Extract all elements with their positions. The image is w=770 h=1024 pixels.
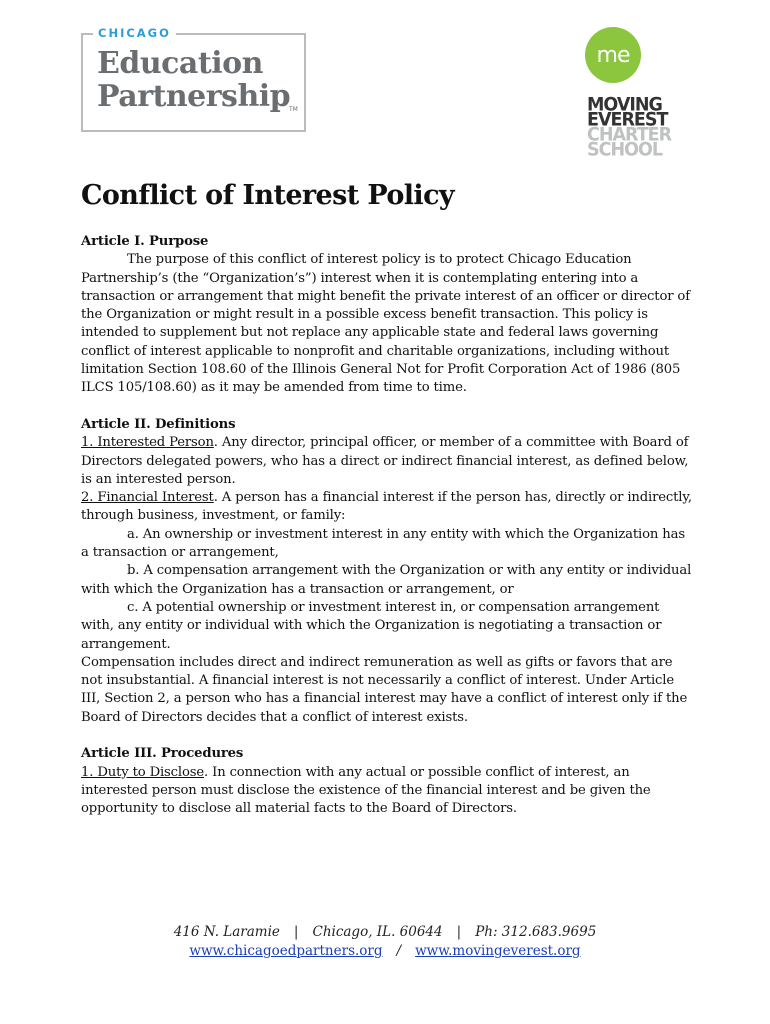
logo-moving-text: MOVING	[587, 94, 662, 116]
logo-school-text: SCHOOL	[587, 139, 662, 161]
moving-everest-logo	[584, 27, 684, 167]
logo-education-text: Education	[97, 46, 263, 81]
article-1-paragraph: The purpose of this conflict of interest policy is to protect Chicago Education Partnership’s (the “Organization’s”) interest when it is contemplating entering into a transaction or arrangement that might benefit the private interest of an officer or director of the Organization or might result in a possible excess benefit transaction. This policy is intended to supplement but not replace any applicable state and federal laws governing conflict of interest applicable to nonprofit and charitable organizations, including without limitation Section 108.60 of the Illinois General Not for Profit Corporation Act of 1986 (805 ILCS 105/108.60) as it may be amended from time to time.	[81, 252, 690, 396]
compensation-paragraph: Compensation includes direct and indirect remuneration as well as gifts or favors that are not insubstantial. A financial interest is not necessarily a conflict of interest. Under Article III, Section 2, a person who has a financial interest may have a conflict of interest only if the Board of Directors decides that a conflict of interest exists.	[81, 654, 688, 725]
definition-text: . A person has a financial interest if the person has, directly or indirectly, through business, investment, or family:	[81, 490, 692, 524]
list-item-a: a. An ownership or investment interest in any entity with which the Organization has a transaction or arrangement,	[81, 526, 685, 561]
footer-divider: |	[293, 924, 299, 940]
logo-chicago-text: CHICAGO	[93, 26, 176, 40]
definition-label: 1. Interested Person	[81, 435, 214, 451]
footer-phone: Ph: 312.683.9695	[475, 924, 597, 940]
logo-trademark: TM	[289, 106, 298, 113]
footer-city: Chicago, IL. 60644	[312, 924, 443, 940]
footer-divider: |	[456, 924, 462, 940]
chicago-education-partnership-logo	[81, 26, 305, 130]
procedure-label: 1. Duty to Disclose	[81, 764, 205, 780]
article-2-heading: Article II. Definitions	[81, 416, 236, 432]
footer-street: 416 N. Laramie	[173, 924, 280, 940]
logo-everest-text: EVEREST	[587, 109, 668, 131]
list-item-c: c. A potential ownership or investment interest in, or compensation arrangement with, any entity or individual with which the Organization is negotiating a transaction or arrangement.	[81, 599, 662, 652]
definition-text: . Any director, principal officer, or member of a committee with Board of Directors delegated powers, who has a direct or indirect financial interest, as defined below, is an interested person.	[81, 435, 689, 487]
article-3-heading: Article III. Procedures	[81, 746, 244, 762]
movingeverest-link[interactable]: www.movingeverest.org	[415, 943, 581, 959]
footer-slash: /	[396, 943, 402, 959]
document-title: Conflict of Interest Policy	[81, 180, 455, 211]
me-circle-icon: me	[585, 27, 641, 83]
definition-label: 2. Financial Interest	[81, 490, 214, 506]
definition-financial-interest	[81, 489, 693, 526]
footer-links-line	[0, 943, 770, 959]
procedure-text: . In connection with any actual or possible conflict of interest, an interested person must disclose the existence of the financial interest and be given the opportunity to disclose all material facts to the Board of Directors.	[81, 764, 651, 817]
definition-interested-person	[81, 434, 693, 489]
list-item-b: b. A compensation arrangement with the Organization or with any entity or individual with which the Organization has a transaction or arrangement, or	[81, 563, 692, 597]
logo-charter-text: CHARTER	[587, 124, 672, 146]
procedure-duty-to-disclose	[81, 764, 693, 819]
logo-partnership-text: Partnership	[97, 79, 291, 114]
document-body	[81, 233, 693, 819]
article-1-heading: Article I. Purpose	[81, 234, 209, 249]
footer-address-line	[0, 924, 770, 940]
chicagoedpartners-link[interactable]: www.chicagoedpartners.org	[189, 943, 383, 959]
